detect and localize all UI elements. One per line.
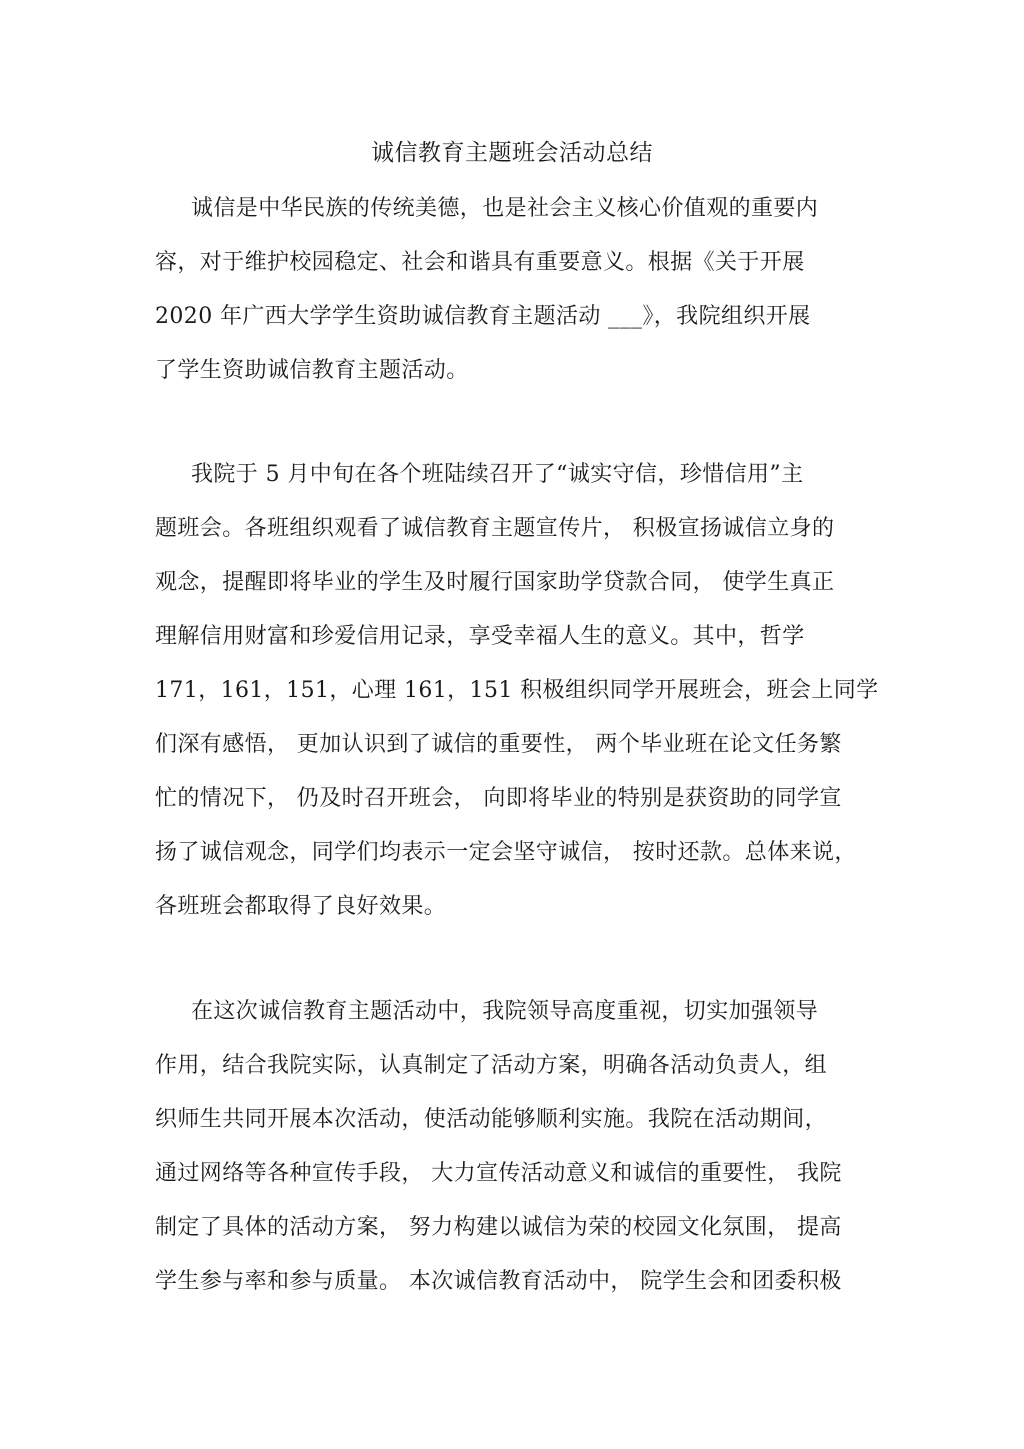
text-line: 作用，结合我院实际，认真制定了活动方案，明确各活动负责人，组 (155, 1053, 828, 1078)
text-line: 学生参与率和参与质量。 本次诚信教育活动中， 院学生会和团委积极 (155, 1269, 842, 1294)
text-line: 在这次诚信教育主题活动中，我院领导高度重视，切实加强领导 (191, 999, 819, 1024)
paragraph-2 (155, 448, 879, 934)
text-line: 忙的情况下， 仍及时召开班会， 向即将毕业的特别是获资助的同学宣 (155, 786, 842, 811)
text-line: 容，对于维护校园稳定、社会和谐具有重要意义。根据《关于开展 (155, 250, 805, 275)
text-line: 制定了具体的活动方案， 努力构建以诚信为荣的校园文化氛围， 提高 (155, 1215, 842, 1240)
text-line: 织师生共同开展本次活动，使活动能够顺利实施。我院在活动期间， (155, 1107, 828, 1132)
document-title: 诚信教育主题班会活动总结 (371, 140, 653, 166)
text-line: 我院于 5 月中旬在各个班陆续召开了“诚实守信，珍惜信用”主 (191, 462, 804, 487)
text-line: 扬了诚信观念，同学们均表示一定会坚守诚信， 按时还款。总体来说， (155, 840, 857, 865)
paragraph-3 (155, 985, 875, 1309)
text-line: 理解信用财富和珍爱信用记录，享受幸福人生的意义。其中，哲学 (155, 624, 805, 649)
text-line: 了学生资助诚信教育主题活动。 (155, 358, 469, 383)
text-line: 观念，提醒即将毕业的学生及时履行国家助学贷款合同， 使学生真正 (155, 570, 835, 595)
text-line: 通过网络等各种宣传手段， 大力宣传活动意义和诚信的重要性， 我院 (155, 1161, 842, 1186)
text-line: 2020 年广西大学学生资助诚信教育主题活动 ___》，我院组织开展 (155, 304, 811, 329)
text-line: 们深有感悟， 更加认识到了诚信的重要性， 两个毕业班在论文任务繁 (155, 732, 842, 757)
text-line: 题班会。各班组织观看了诚信教育主题宣传片， 积极宣扬诚信立身的 (155, 516, 835, 541)
text-line: 各班班会都取得了良好效果。 (155, 894, 447, 919)
text-line: 171，161，151，心理 161，151 积极组织同学开展班会，班会上同学 (155, 678, 879, 703)
text-line: 诚信是中华民族的传统美德，也是社会主义核心价值观的重要内 (191, 196, 819, 221)
paragraph-1 (155, 182, 875, 398)
